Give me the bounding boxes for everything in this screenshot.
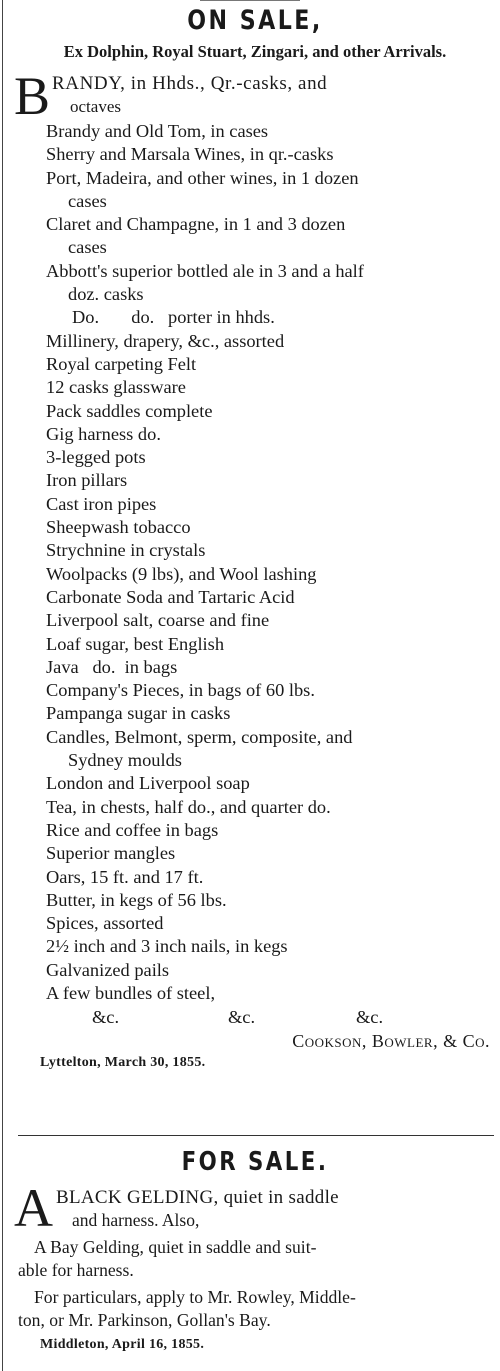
goods-list-item (14, 213, 496, 260)
goods-list-item (14, 493, 496, 516)
goods-list-item (14, 516, 496, 539)
ad-title: FOR SALE. (181, 1147, 329, 1177)
goods-list-item-text: Port, Madeira, and other wines, in 1 dozen (46, 167, 359, 188)
column-rule (2, 0, 3, 1371)
goods-list-item-text: Java do. in bags (46, 656, 178, 677)
paragraph-line: able for harness. (18, 1260, 134, 1280)
goods-list-item-text: Superior mangles (46, 843, 176, 864)
goods-list-item-text: Woolpacks (9 lbs), and Wool lashing (46, 563, 317, 584)
goods-list-item-continued: cases (68, 237, 107, 258)
ad-title: ON SALE, (187, 5, 323, 36)
goods-list-item-text: 3-legged pots (46, 447, 146, 468)
goods-list-item (14, 586, 496, 609)
goods-list-item (14, 842, 496, 865)
goods-list-item-text: Pack saddles complete (46, 400, 213, 421)
for-sale-advertisement (14, 1146, 496, 1356)
drop-cap: B (14, 66, 51, 126)
goods-list-item (14, 889, 496, 912)
goods-list-item-text: Cast iron pipes (46, 493, 157, 514)
goods-list-item (14, 306, 496, 329)
goods-list-item-text: Spices, assorted (46, 913, 164, 934)
lead-paragraph (14, 66, 496, 126)
goods-list-item (14, 330, 496, 353)
goods-list-item (14, 702, 496, 725)
lead-line: BLACK GELDING, quiet in saddle (56, 1187, 339, 1208)
dateline: Lyttelton, March 30, 1855. (40, 1055, 206, 1071)
goods-list-item (14, 353, 496, 376)
etc-line (14, 1005, 496, 1029)
advertiser-signature: Cookson, Bowler, & Co. (292, 1031, 490, 1052)
goods-list-item-text: Brandy and Old Tom, in cases (46, 121, 269, 141)
goods-list-item-text: Rice and coffee in bags (46, 819, 219, 840)
section-divider (18, 1135, 494, 1136)
goods-list-item (14, 446, 496, 469)
on-sale-advertisement (14, 4, 496, 1073)
goods-list-item (14, 819, 496, 842)
goods-list-item (14, 469, 496, 492)
lead-line: RANDY, in Hhds., Qr.-casks, and (52, 73, 328, 94)
goods-list-item (14, 912, 496, 935)
goods-list-item-continued: doz. casks (68, 284, 144, 305)
goods-list-item (14, 609, 496, 632)
goods-list (14, 120, 496, 1005)
goods-list-item-text: Strychnine in crystals (46, 540, 206, 561)
goods-list-item-text: Carbonate Soda and Tartaric Acid (46, 586, 295, 607)
goods-list-item-text: Liverpool salt, coarse and fine (46, 610, 270, 631)
goods-list-item-text: Galvanized pails (46, 959, 170, 980)
dateline: Middleton, April 16, 1855. (40, 1337, 205, 1352)
goods-list-item (14, 376, 496, 399)
goods-list-item (14, 260, 496, 307)
ad-subtitle: Ex Dolphin, Royal Stuart, Zingari, and other Arrivals. (63, 42, 447, 61)
goods-list-item (14, 563, 496, 586)
etc-mark: &c. (228, 1007, 256, 1028)
goods-list-item-text: 12 casks glassware (46, 377, 186, 398)
drop-cap: A (14, 1178, 53, 1238)
paragraph-line: ton, or Mr. Parkinson, Gollan's Bay. (18, 1310, 271, 1330)
goods-list-item-text: 2½ inch and 3 inch nails, in kegs (46, 936, 288, 957)
goods-list-item-text: Candles, Belmont, sperm, composite, and (46, 726, 353, 747)
goods-list-item (14, 726, 496, 773)
goods-list-item (14, 679, 496, 702)
top-rule (200, 0, 300, 1)
goods-list-item (14, 120, 496, 143)
goods-list-item-text: Tea, in chests, half do., and quarter do. (46, 796, 331, 817)
goods-list-item (14, 143, 496, 166)
etc-mark: &c. (92, 1007, 120, 1028)
goods-list-item-text: London and Liverpool soap (46, 773, 250, 794)
lead-line-continued: octaves (70, 97, 121, 116)
goods-list-item-text: Butter, in kegs of 56 lbs. (46, 889, 227, 910)
goods-list-item (14, 400, 496, 423)
goods-list-item-text: Loaf sugar, best English (46, 633, 225, 654)
goods-list-item-text: Sheepwash tobacco (46, 517, 191, 538)
goods-list-item-text: Oars, 15 ft. and 17 ft. (46, 866, 204, 887)
lead-line-continued: and harness. Also, (72, 1210, 200, 1230)
goods-list-item (14, 772, 496, 795)
goods-list-item-continued: Sydney moulds (68, 750, 182, 771)
paragraph-line: For particulars, apply to Mr. Rowley, Middle- (34, 1287, 356, 1307)
goods-list-item-text: Gig harness do. (46, 423, 161, 444)
paragraph (14, 1286, 496, 1332)
etc-mark: &c. (356, 1007, 384, 1028)
goods-list-item-text: Royal carpeting Felt (46, 353, 197, 374)
goods-list-item (14, 423, 496, 446)
goods-list-item (14, 866, 496, 889)
goods-list-item-continued: cases (68, 190, 107, 211)
goods-list-item-text: Sherry and Marsala Wines, in qr.-casks (46, 144, 334, 165)
goods-list-item (14, 656, 496, 679)
goods-list-item (14, 633, 496, 656)
paragraph (14, 1236, 496, 1282)
goods-list-item-text: A few bundles of steel, (46, 982, 216, 1003)
goods-list-item-text: Abbott's superior bottled ale in 3 and a half (46, 260, 364, 281)
goods-list-item-text: Claret and Champagne, in 1 and 3 dozen (46, 214, 346, 235)
goods-list-item (14, 539, 496, 562)
goods-list-item (14, 982, 496, 1005)
goods-list-item-text: Iron pillars (46, 470, 128, 491)
goods-list-item-text: Pampanga sugar in casks (46, 703, 231, 724)
goods-list-item-text: Millinery, drapery, &c., assorted (46, 330, 285, 351)
goods-list-item-text: Company's Pieces, in bags of 60 lbs. (46, 680, 315, 701)
goods-list-item (14, 796, 496, 819)
goods-list-item (14, 935, 496, 958)
goods-list-item (14, 167, 496, 214)
goods-list-item-text: Do. do. porter in hhds. (72, 307, 275, 328)
goods-list-item (14, 959, 496, 982)
paragraph-line: A Bay Gelding, quiet in saddle and suit- (34, 1237, 317, 1257)
lead-paragraph (14, 1178, 496, 1238)
